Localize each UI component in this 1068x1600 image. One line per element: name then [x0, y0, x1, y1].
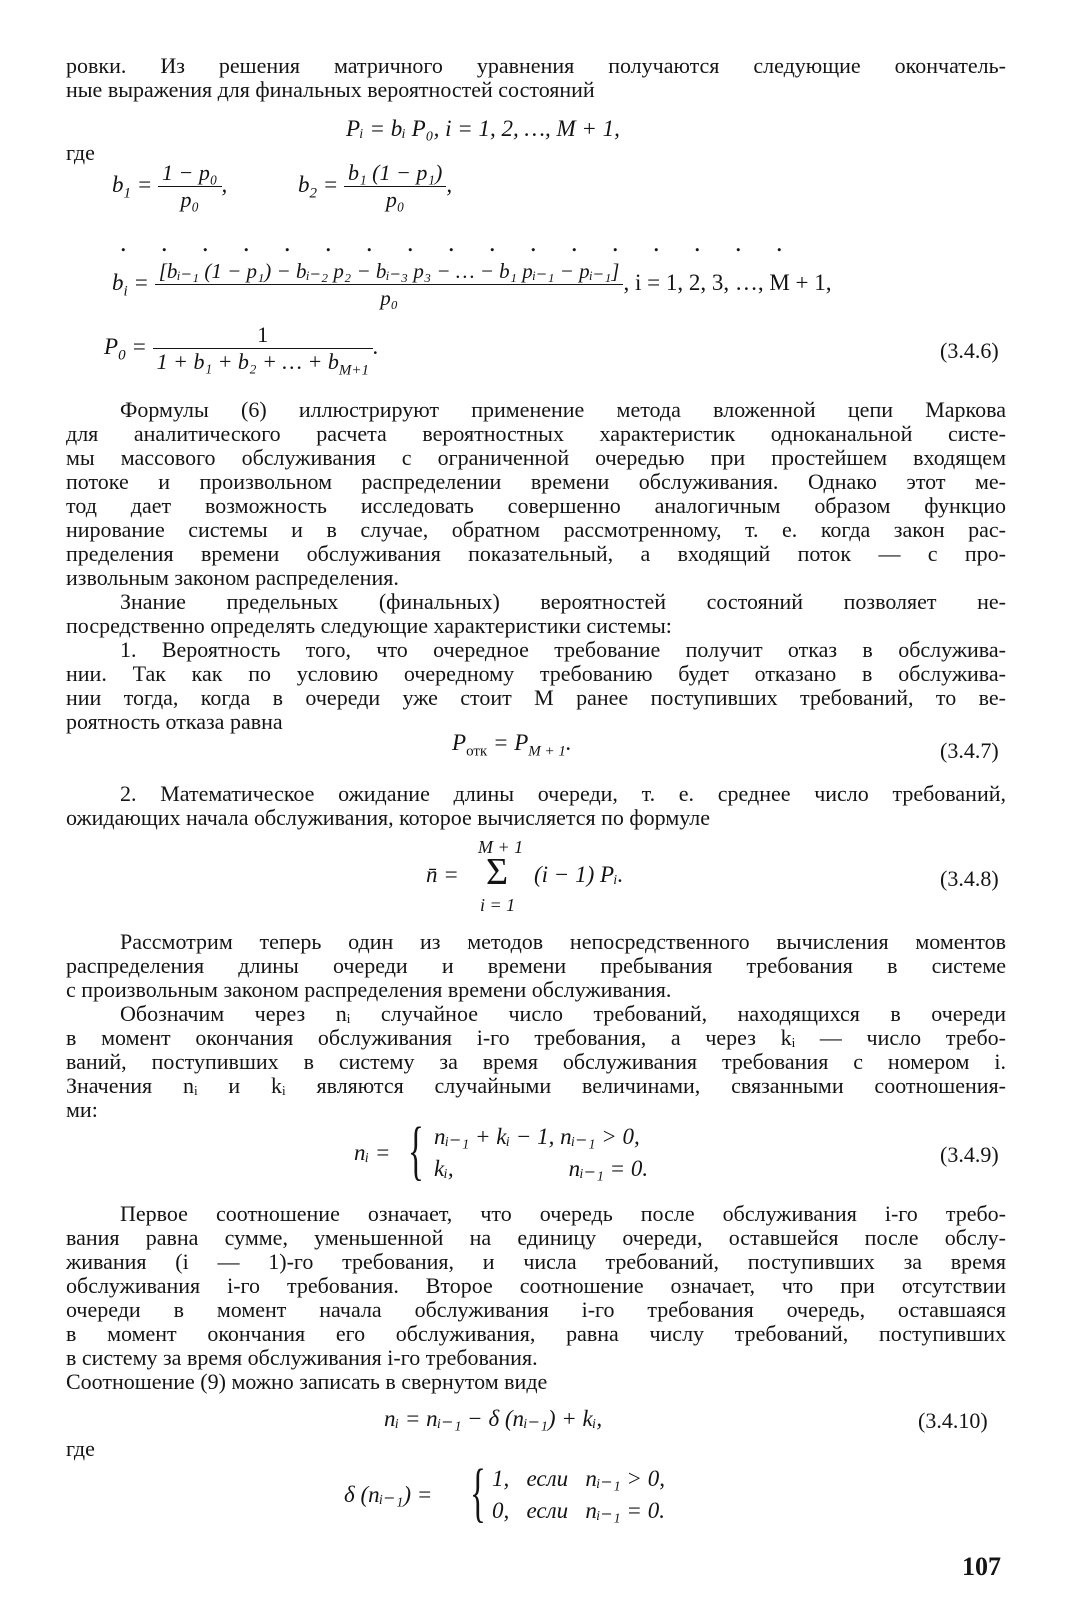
text-line: живания (i — 1)-го требования, и числа требований, поступивших за время: [66, 1249, 1006, 1274]
text-line: ожидающих начала обслуживания, которое вычисляется по формуле: [66, 805, 711, 830]
page-number: 107: [962, 1552, 1001, 1581]
equation-bi: $b_i$ = $\frac{\text{[bᵢ₋₁ (1 − p₁) − bᵢ₋₂ p₂ − bᵢ₋₃ p₃ − … − b₁ pᵢ₋₁ − pᵢ₋₁]}}{\text{p₀}}$ , i = 1, 2, 3, …, M + 1,: [112, 259, 832, 310]
text-line: обслуживания i-го требования. Второе соотношение означает, что при отсутствии: [66, 1273, 1006, 1298]
equation-p-otk: $P_{отк} = P_{M + 1}$.: [452, 730, 572, 760]
text-line: Первое соотношение означает, что очередь после обслуживания i-го требо-: [120, 1201, 1006, 1226]
b2-numerator: b₁ (1 − p₁): [348, 160, 443, 185]
delta-lhs: δ (nᵢ₋₁) =: [344, 1482, 433, 1507]
sum-upper-limit: M + 1: [478, 837, 524, 857]
text-line: нирование системы и в случае, обратном рассмотренному, т. е. когда закон рас-: [66, 517, 1006, 542]
sum-lower-limit: i = 1: [480, 895, 516, 915]
ni-lhs: nᵢ =: [354, 1140, 391, 1165]
text-line: Знание предельных (финальных) вероятностей состояний позволяет не-: [120, 589, 1006, 614]
b1-numerator: 1 − p₀: [162, 160, 218, 185]
text-line: ные выражения для финальных вероятностей состояний: [66, 77, 595, 102]
text-line: 2. Математическое ожидание длины очереди, т. е. среднее число требований,: [120, 781, 1006, 806]
text-line: 1. Вероятность того, что очередное требование получит отказ в обслужива-: [120, 637, 1006, 662]
text-line: нии. Так как по условию очередному требованию будет отказано в обслужива-: [66, 661, 1006, 686]
text-line: очереди в момент начала обслуживания i-го требования очередь, оставшаяся: [66, 1297, 1006, 1322]
text-line: в момент окончания обслуживания i-го требования, а через kᵢ — число требо-: [66, 1025, 1006, 1050]
text-line: Обозначим через nᵢ случайное число требований, находящихся в очереди: [120, 1001, 1006, 1026]
sum-lhs: n̄ =: [426, 862, 459, 887]
sigma-symbol: Σ: [486, 851, 509, 893]
delta-case-1: 1, если nᵢ₋₁ > 0,: [492, 1466, 665, 1491]
text-line: Рассмотрим теперь один из методов непосредственного вычисления моментов: [120, 929, 1006, 954]
left-brace: {: [408, 1114, 424, 1187]
text-line: Соотношение (9) можно записать в свернутом виде: [66, 1369, 548, 1394]
text-line: распределения длины очереди и времени пребывания требования в системе: [66, 953, 1006, 978]
text-line: вания равна сумме, уменьшенной на единицу очереди, оставшейся после обслу-: [66, 1225, 1006, 1250]
text-line: тод дает возможность исследовать совершенно аналогичным образом функцио: [66, 493, 1006, 518]
label-gde: где: [66, 140, 95, 165]
bi-range: , i = 1, 2, 3, …, M + 1,: [623, 269, 832, 295]
equation-number: (3.4.9): [940, 1142, 999, 1167]
equation-number: (3.4.8): [940, 866, 999, 891]
text-line: посредственно определять следующие характеристики системы:: [66, 613, 672, 638]
equation-number: (3.4.10): [918, 1408, 988, 1433]
label-gde: где: [66, 1436, 95, 1461]
ni-case-1: nᵢ₋₁ + kᵢ − 1, nᵢ₋₁ > 0,: [434, 1124, 640, 1149]
equation-3-4-10: nᵢ = nᵢ₋₁ − δ (nᵢ₋₁) + kᵢ,: [384, 1406, 603, 1431]
left-brace: {: [470, 1456, 486, 1529]
text-line: пределения времени обслуживания показательный, а входящий поток — с про-: [66, 541, 1006, 566]
text-line: с произвольным законом распределения времени обслуживания.: [66, 977, 672, 1002]
text-line: мы массового обслуживания с ограниченной очередью при простейшем входящем: [66, 445, 1006, 470]
text-line: потоке и произвольном распределении времени обслуживания. Однако этот ме-: [66, 469, 1006, 494]
text-line: для аналитического расчета вероятностных характеристик одноканальной систе-: [66, 421, 1006, 446]
equation-pi: Pᵢ = bᵢ P₀, i = 1, 2, …, M + 1,: [346, 116, 620, 141]
equation-number: (3.4.6): [940, 338, 999, 363]
bi-numerator: [bᵢ₋₁ (1 − p₁) − bᵢ₋₂ p₂ − bᵢ₋₃ p₃ − … − b₁ pᵢ₋₁ − pᵢ₋₁]: [158, 259, 620, 283]
p0-numerator: 1: [257, 322, 269, 347]
equation-number: (3.4.7): [940, 738, 999, 763]
text-line: ровки. Из решения матричного уравнения получаются следующие окончатель-: [66, 53, 1006, 78]
equation-b2: $b_2$ = $\frac{\text{b₁ (1 − p₁)}}{\text{p₀}}$ ,: [298, 160, 453, 212]
text-line: извольным законом распределения.: [66, 565, 399, 590]
text-line: Формулы (6) иллюстрируют применение метода вложенной цепи Маркова: [120, 397, 1006, 422]
text-line: в систему за время обслуживания i-го требования.: [66, 1345, 538, 1370]
text-line: нии тогда, когда в очереди уже стоит М ранее поступивших требований, то ве-: [66, 685, 1006, 710]
text-line: ваний, поступивших в систему за время обслуживания требования с номером i.: [66, 1049, 1006, 1074]
equation-p0: $P_0$ = $\frac{1}{1 + b_1 + b_2 + \dots + b_{M+1}}$ .: [104, 322, 379, 379]
equation-b1: $b_1$ = $\frac{\text{1 − p₀}}{\text{p₀}}$ ,: [112, 160, 228, 212]
p0-denominator: 1 + b₁ + b₂ + … + b: [156, 349, 339, 374]
b2-denominator: p₀: [344, 186, 446, 213]
sum-body: (i − 1) Pᵢ.: [534, 862, 624, 887]
ellipsis-dots: . . . . . . . . . . . . . . . . .: [120, 228, 797, 257]
text-line: в момент окончания его обслуживания, равна числу требований, поступивших: [66, 1321, 1006, 1346]
delta-case-2: 0, если nᵢ₋₁ = 0.: [492, 1498, 665, 1523]
bi-denominator: p₀: [155, 284, 624, 311]
text-line: ми:: [66, 1097, 98, 1122]
b1-denominator: p₀: [158, 186, 222, 213]
ni-case-2: kᵢ, nᵢ₋₁ = 0.: [434, 1156, 649, 1181]
text-line: Значения nᵢ и kᵢ являются случайными величинами, связанными соотношения-: [66, 1073, 1006, 1098]
text-line: роятность отказа равна: [66, 709, 283, 734]
